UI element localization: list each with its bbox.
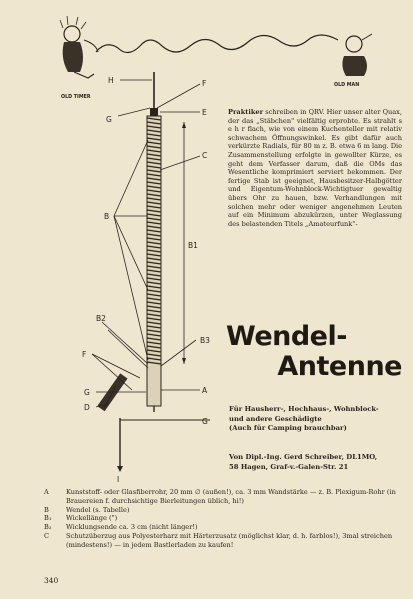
article-title: [226, 322, 402, 382]
author-byline: [229, 453, 401, 472]
intro-lead: Praktiker: [228, 108, 264, 116]
legend-item: [44, 523, 404, 532]
label-d: D: [84, 403, 90, 412]
label-f-bottom: F: [82, 350, 87, 359]
old-man-caption: OLD MAN: [334, 83, 360, 88]
article-subtitle: [229, 405, 401, 434]
label-i: I: [117, 475, 120, 484]
legend-item: [44, 514, 404, 523]
legend-item: [44, 532, 404, 550]
label-g-top: G: [106, 115, 112, 124]
label-g-bottom-right: G: [202, 417, 208, 426]
legend-key: C: [44, 531, 50, 540]
old-timer-cartoon-icon: [60, 16, 98, 100]
legend-list: [44, 488, 404, 550]
legend-item: [44, 506, 404, 515]
legend-key: B₁: [44, 514, 52, 523]
old-man-cartoon-icon: [334, 34, 372, 88]
author-line-2: 58 Hagen, Graf-v.-Galen-Str. 21: [229, 462, 349, 471]
legend-text: Kunststoff- oder Glasfiberrohr, 20 mm ∅ (außen!), ca. 3 mm Wandstärke — z. B. Plexigum-Rohr (in Brauereien f. durchsichtige Bierleitungen üblich, hi!): [66, 488, 396, 505]
intro-body: schreiben in QRV. Hier unser alter Quax, der das „Stäbchen" vielfältig erprobte. Es strahlt s e h r flach, wie von einem Kuchenteller mit relativ schwachem Öffnungswinkel. Es gibt dafür auch verkürzte Radials, für 80 m z. B. etwa 6 m lang. Die Zusammenstellung erfolgte in gewollter Kürze, es geht dem Verfasser darum, daß die OMs das Wesentliche komprimiert serviert bekommen. Der fertige Stab ist geeignet, Hausbesitzer-Halbgötter und Eigentum-Wohnblock-Wichtigtuer gewaltig übers Ohr zu hauen, bzw. Verhandlungen mit solchen mehr oder weniger angenehmen Leuten auf ein Minimum abzukürzen, unter Weglassung des belastenden Titels „Amateurfunk"-: [228, 108, 402, 228]
intro-text: [228, 108, 402, 228]
subtitle-line-3: (Auch für Camping brauchbar): [229, 424, 347, 433]
connecting-wire-line: [96, 35, 338, 53]
subtitle-line-1: Für Hausherr-, Hochhaus-, Wohnblock-: [229, 405, 379, 413]
label-h: H: [108, 76, 114, 85]
legend-key: A: [44, 488, 49, 496]
label-f-top: F: [202, 79, 207, 88]
label-g-bottom-left: G: [84, 388, 90, 397]
subtitle-line-2: und andere Geschädigte: [229, 414, 322, 423]
legend-text: Wicklungsende ca. 3 cm (nicht länger!): [66, 523, 198, 532]
legend-item: [44, 488, 404, 506]
label-a: A: [202, 386, 208, 395]
title-line-2: Antenne: [277, 351, 402, 382]
legend-key: B₂: [44, 523, 52, 532]
legend-text: Schutzüberzug aus Polyesterharz mit Härterzusatz (möglichst klar, d. h. farblos!), 3mal streichen (mindestens!) — in jedem Bastlerladen zu kaufen!: [66, 531, 393, 549]
legend-text: Wendel (s. Tabelle): [66, 505, 130, 514]
legend-key: B: [44, 505, 49, 514]
label-b1: B1: [188, 241, 198, 250]
label-b2: B2: [96, 314, 106, 323]
label-e: E: [202, 108, 207, 117]
legend-text: Wickellänge ("): [66, 514, 118, 523]
title-line-1: Wendel-: [226, 321, 347, 352]
label-c: C: [202, 151, 208, 160]
label-b: B: [104, 212, 110, 221]
old-timer-caption: OLD TIMER: [61, 95, 91, 100]
author-line-1: Von Dipl.-Ing. Gerd Schreiber, DL1MO,: [229, 453, 378, 461]
label-b3: B3: [200, 336, 210, 345]
page-number: 340: [44, 576, 59, 585]
